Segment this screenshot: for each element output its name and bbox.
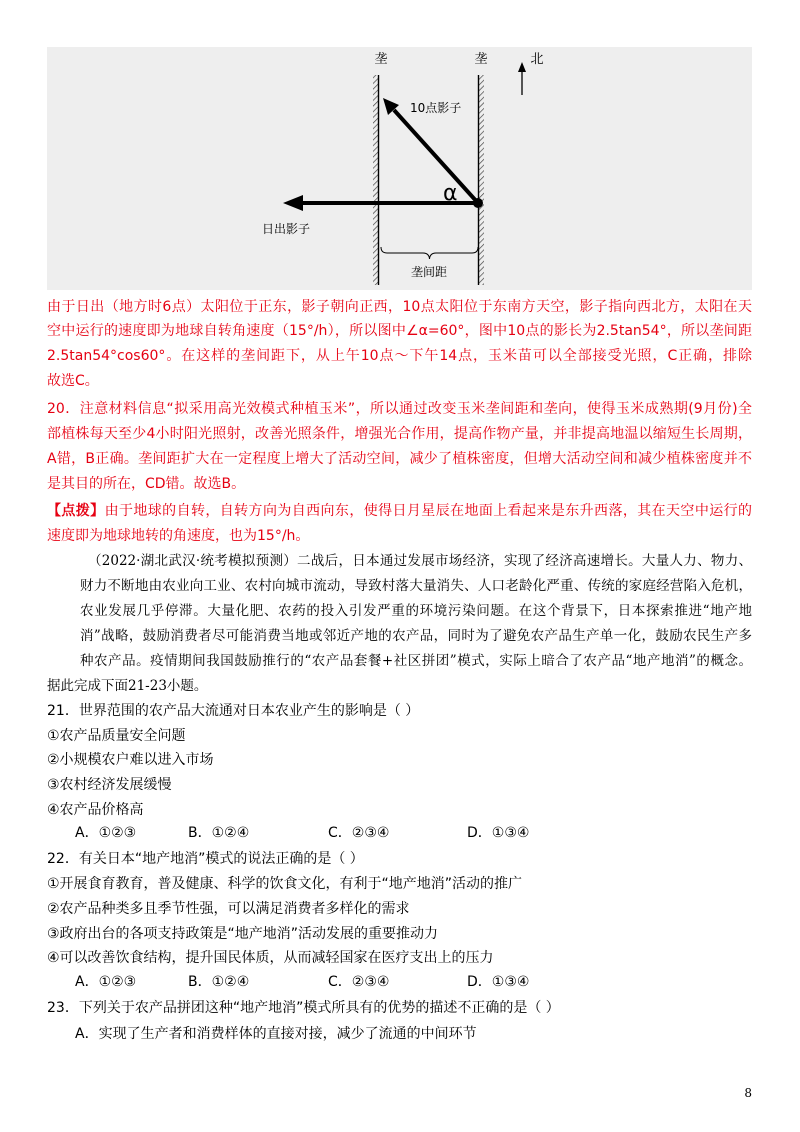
passage-line: 据此完成下面21-23小题。 bbox=[47, 678, 208, 694]
tip-label: 【点拨】 bbox=[47, 503, 105, 519]
q22-option-a: A．①②③ bbox=[75, 974, 137, 990]
tip-line: 速度即为地球地转的角速度，也为15°/h。 bbox=[47, 528, 310, 544]
q21-item: ②小规模农户难以进入市场 bbox=[47, 752, 214, 768]
explanation-q19-line: 2.5tan54°cos60°。在这样的垄间距下，从上午10点～下午14点，玉米苗可以全部接受光照，C正确，排除 bbox=[47, 348, 752, 364]
passage-line: 农业发展几乎停滞。大量化肥、农药的投入引发严重的环境污染问题。在这个背景下，日本探索推进“地产地 bbox=[80, 603, 752, 619]
q21-stem: 21．世界范围的农产品大流通对日本农业产生的影响是（ ） bbox=[47, 703, 420, 719]
q21-item: ③农村经济发展缓慢 bbox=[47, 777, 172, 793]
passage-line: 消”战略，鼓励消费者尽可能消费当地或邻近产地的农产品，同时为了避免农产品生产单一化，鼓励农民生产多 bbox=[80, 628, 752, 644]
tip-line bbox=[47, 500, 752, 522]
sunrise-shadow-label: 日出影子 bbox=[262, 222, 311, 236]
q21-option-a: A．①②③ bbox=[75, 825, 137, 841]
q21-item: ④农产品价格高 bbox=[47, 802, 144, 818]
right-ridge-hatch bbox=[479, 75, 484, 285]
tip-text: 由于地球的自转，自转方向为自西向东，使得日月星辰在地面上看起来是东升西落，其在天空中运行的 bbox=[104, 503, 752, 519]
left-ridge-hatch bbox=[373, 75, 378, 285]
passage-line: 种农产品。疫情期间我国鼓励推行的“农产品套餐+社区拼团”模式，实际上暗合了农产品“地产地消”的概念。 bbox=[80, 653, 752, 669]
explanation-q20-line: A错，B正确。垄间距扩大在一定程度上增大了活动空间，减少了植株密度，但增大活动空间和减少植株密度并不 bbox=[47, 451, 752, 467]
explanation-q20-line: 是其目的所在，CD错。故选B。 bbox=[47, 476, 246, 492]
explanation-q20-line: 20．注意材料信息“拟采用高光效模式种植玉米”，所以通过改变玉米垄间距和垄向，使得玉米成熟期(9月份)全 bbox=[47, 401, 752, 417]
explanation-q19-line: 由于日出（地方时6点）太阳位于正东，影子朝向正西，10点太阳位于东南方天空，影子指向西北方，太阳在天 bbox=[47, 299, 752, 315]
ridge-shadow-diagram bbox=[47, 47, 752, 290]
passage-line: 财力不断地由农业向工业、农村向城市流动，导致村落大量消失、人口老龄化严重、传统的家庭经营陷入危机， bbox=[80, 578, 752, 594]
q22-item: ③政府出台的各项支持政策是“地产地消”活动发展的重要推动力 bbox=[47, 926, 439, 942]
explanation-q19-line: 故选C。 bbox=[47, 373, 99, 389]
q22-option-d: D．①③④ bbox=[467, 974, 530, 990]
q21-option-c: C．②③④ bbox=[328, 825, 390, 841]
q22-item: ④可以改善饮食结构，提升国民体质，从而减轻国家在医疗支出上的压力 bbox=[47, 950, 494, 966]
shadow-origin-dot bbox=[473, 198, 483, 208]
q21-option-b: B．①②④ bbox=[188, 825, 250, 841]
q21-option-d: D．①③④ bbox=[467, 825, 530, 841]
ridge-spacing-label: 垄间距 bbox=[410, 265, 448, 279]
left-ridge-label: 垄 bbox=[374, 52, 388, 67]
right-ridge-label: 垄 bbox=[474, 52, 488, 67]
north-label: 北 bbox=[530, 52, 544, 67]
shadow-10-label: 10点影子 bbox=[410, 101, 462, 115]
q22-option-c: C．②③④ bbox=[328, 974, 390, 990]
page-number: 8 bbox=[744, 1086, 752, 1100]
q23-stem: 23．下列关于农产品拼团这种“地产地消”模式所具有的优势的描述不正确的是（ ） bbox=[47, 1000, 560, 1016]
q22-option-b: B．①②④ bbox=[188, 974, 250, 990]
explanation-q19-line: 空中运行的速度即为地球自转角速度（15°/h），所以图中∠α=60°，图中10点的影长为2.5tan54°，所以垄间距 bbox=[47, 323, 752, 339]
q23-option-a: A．实现了生产者和消费样体的直接对接，减少了流通的中间环节 bbox=[75, 1026, 477, 1042]
diagram-background bbox=[47, 47, 752, 290]
explanation-q20-line: 部植株每天至少4小时阳光照射，改善光照条件，增强光合作用，提高作物产量，并非提高地温以缩短生长周期， bbox=[47, 426, 752, 442]
alpha-label: α bbox=[443, 181, 458, 206]
q22-item: ①开展食育教育，普及健康、科学的饮食文化，有利于“地产地消”活动的推广 bbox=[47, 876, 523, 892]
q21-item: ①农产品质量安全问题 bbox=[47, 728, 186, 744]
passage-line: （2022·湖北武汉·统考模拟预测）二战后，日本通过发展市场经济，实现了经济高速增长。大量人力、物力、 bbox=[88, 553, 752, 569]
q22-stem: 22．有关日本“地产地消”模式的说法正确的是（ ） bbox=[47, 851, 364, 867]
q22-item: ②农产品种类多且季节性强，可以满足消费者多样化的需求 bbox=[47, 901, 410, 917]
